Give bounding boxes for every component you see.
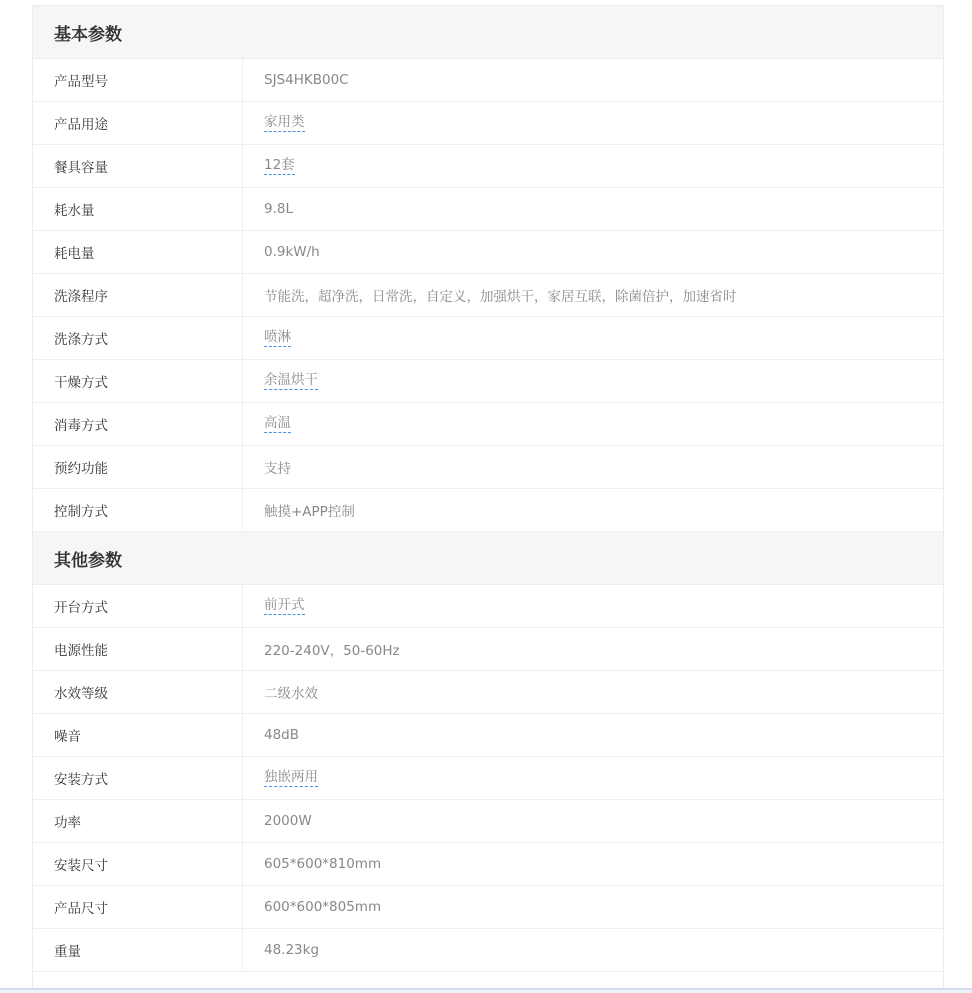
spec-value-cell <box>243 360 943 402</box>
spec-value-cell <box>243 446 943 488</box>
spec-value-cell <box>243 231 943 273</box>
spec-label: 产品型号 <box>33 59 243 101</box>
spec-label: 水效等级 <box>33 671 243 713</box>
spec-row <box>33 231 943 274</box>
spec-value: 600*600*805mm <box>264 899 382 915</box>
spec-row <box>33 585 943 628</box>
spec-value-link[interactable]: 家用类 <box>264 114 305 132</box>
spec-label: 重量 <box>33 929 243 971</box>
spec-value: 220-240V，50-60Hz <box>264 643 400 659</box>
spec-value: 2000W <box>264 813 312 829</box>
spec-label: 电源性能 <box>33 628 243 670</box>
spec-value-cell <box>243 843 943 885</box>
spec-value-cell <box>243 714 943 756</box>
spec-row <box>33 489 943 532</box>
spec-label: 产品用途 <box>33 102 243 144</box>
spec-value-link[interactable]: 余温烘干 <box>264 372 318 390</box>
spec-label: 安装方式 <box>33 757 243 799</box>
spec-label: 洗涤方式 <box>33 317 243 359</box>
spec-label: 耗水量 <box>33 188 243 230</box>
spec-value-link[interactable]: 前开式 <box>264 597 305 615</box>
spec-row <box>33 59 943 102</box>
spec-value-cell <box>243 489 943 531</box>
spec-value-cell <box>243 929 943 971</box>
spec-table <box>32 5 944 993</box>
spec-row <box>33 843 943 886</box>
spec-row <box>33 929 943 972</box>
spec-value-link[interactable]: 12套 <box>264 157 295 175</box>
spec-row <box>33 274 943 317</box>
spec-value-cell <box>243 102 943 144</box>
spec-row <box>33 671 943 714</box>
spec-label: 预约功能 <box>33 446 243 488</box>
spec-value: SJS4HKB00C <box>264 72 349 88</box>
spec-label: 噪音 <box>33 714 243 756</box>
spec-row <box>33 446 943 489</box>
spec-value: 0.9kW/h <box>264 244 320 260</box>
spec-row <box>33 360 943 403</box>
spec-label: 耗电量 <box>33 231 243 273</box>
section-header: 基本参数 <box>33 6 943 59</box>
spec-value: 节能洗，超净洗，日常洗，自定义，加强烘干，家居互联，除菌倍护，加速省时 <box>264 289 737 305</box>
spec-row <box>33 145 943 188</box>
spec-row <box>33 714 943 757</box>
spec-row <box>33 757 943 800</box>
spec-value-cell <box>243 274 943 316</box>
spec-label: 开台方式 <box>33 585 243 627</box>
spec-value-cell <box>243 671 943 713</box>
spec-label: 控制方式 <box>33 489 243 531</box>
spec-value: 支持 <box>264 461 291 477</box>
spec-label: 餐具容量 <box>33 145 243 187</box>
spec-label: 功率 <box>33 800 243 842</box>
spec-value-cell <box>243 403 943 445</box>
spec-value-cell <box>243 886 943 928</box>
spec-row <box>33 800 943 843</box>
spec-value-link[interactable]: 喷淋 <box>264 329 291 347</box>
spec-row <box>33 102 943 145</box>
spec-value-cell <box>243 800 943 842</box>
spec-value-link[interactable]: 独嵌两用 <box>264 769 318 787</box>
spec-label: 安装尺寸 <box>33 843 243 885</box>
spec-value: 二级水效 <box>264 686 318 702</box>
spec-value: 9.8L <box>264 201 293 217</box>
spec-row <box>33 317 943 360</box>
spec-value-cell <box>243 757 943 799</box>
spec-value: 605*600*810mm <box>264 856 382 872</box>
spec-value: 48.23kg <box>264 942 320 958</box>
spec-value-cell <box>243 145 943 187</box>
spec-value: 触摸+APP控制 <box>264 504 355 520</box>
spec-label: 产品尺寸 <box>33 886 243 928</box>
spec-row <box>33 886 943 929</box>
section-header: 其他参数 <box>33 532 943 585</box>
spec-value-cell <box>243 317 943 359</box>
spec-value-link[interactable]: 高温 <box>264 415 291 433</box>
spec-row <box>33 188 943 231</box>
spec-value-cell <box>243 585 943 627</box>
spec-value: 48dB <box>264 727 300 743</box>
spec-label: 洗涤程序 <box>33 274 243 316</box>
spec-label: 消毒方式 <box>33 403 243 445</box>
spec-value-cell <box>243 59 943 101</box>
spec-value-cell <box>243 188 943 230</box>
spec-row <box>33 403 943 446</box>
spec-value-cell <box>243 628 943 670</box>
spec-row <box>33 628 943 671</box>
spec-label: 干燥方式 <box>33 360 243 402</box>
